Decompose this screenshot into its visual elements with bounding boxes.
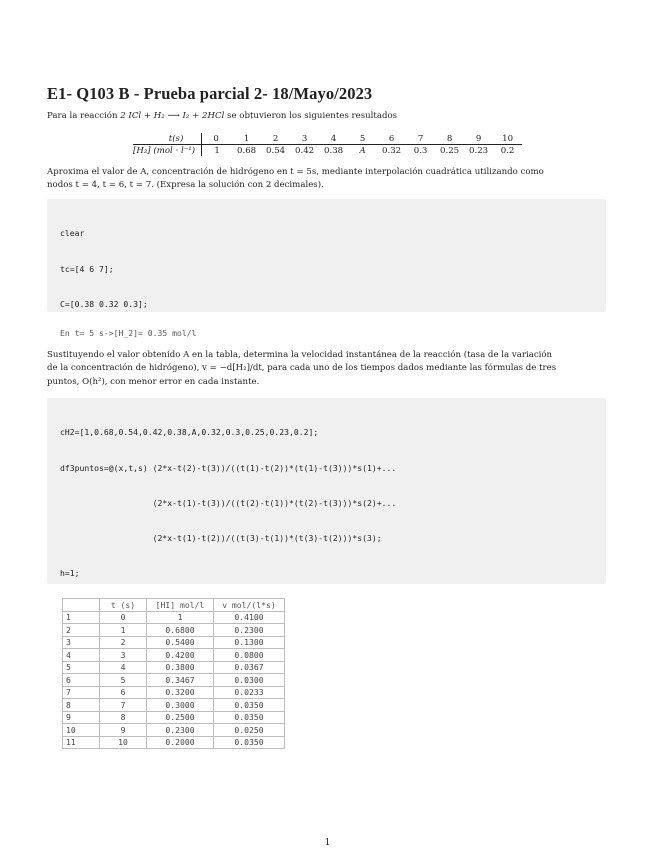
row-index-cell: 6: [63, 674, 100, 687]
table-row: [63, 624, 285, 637]
page-title: E1- Q103 B - Prueba parcial 2- 18/Mayo/2023: [47, 84, 373, 103]
conc-time-cell: 2: [272, 133, 279, 144]
code-output: En t= 5 s->[H_2]= 0.35 mol/l: [60, 328, 197, 338]
row-index-cell: 3: [63, 636, 100, 649]
intro-before: Para la reacción: [47, 111, 121, 121]
results-cell: 0.1300: [214, 636, 285, 649]
results-cell: 0.0233: [214, 686, 285, 699]
question-1-line: nodos t = 4, t = 6, t = 7. (Expresa la solución con 2 decimales).: [47, 180, 324, 191]
results-cell: 0.0800: [214, 649, 285, 662]
conc-time-cell: 1: [243, 133, 250, 144]
conc-time-cell: 3: [301, 133, 308, 144]
conc-value-label: [H₂] (mol · l⁻¹): [133, 145, 202, 157]
row-index-cell: 8: [63, 699, 100, 712]
conc-value-cell: 0.25: [440, 145, 460, 156]
code-line: h=1;: [60, 567, 80, 578]
conc-value-cell: A: [359, 145, 366, 156]
conc-time-cell: 0: [213, 133, 219, 144]
conc-value-cell: 0.42: [295, 145, 315, 156]
question-2-line: puntos, O(h²), con menor error en cada instante.: [47, 376, 260, 387]
results-cell: 0.2500: [147, 711, 214, 724]
intro-after: se obtuvieron los siguientes resultados: [224, 111, 398, 121]
table-row: [63, 649, 285, 662]
table-row: [63, 674, 285, 687]
results-cell: 0.3000: [147, 699, 214, 712]
conc-value-cell: 1: [214, 145, 220, 156]
table-row: [63, 711, 285, 724]
results-header-cell: v mol/(l*s): [214, 599, 285, 612]
table-row: [63, 636, 285, 649]
code-line: C=[0.38 0.32 0.3];: [60, 298, 148, 309]
question-2: [47, 349, 614, 389]
conc-value-cell: 0.54: [266, 145, 286, 156]
conc-time-cell: 8: [446, 133, 453, 144]
conc-time-cell: 5: [359, 133, 366, 144]
concentration-table: [133, 133, 522, 156]
results-cell: 0.5400: [147, 636, 214, 649]
row-index-cell: 9: [63, 711, 100, 724]
conc-time-cell: 7: [417, 133, 424, 144]
conc-value-cell: 0.38: [324, 145, 344, 156]
conc-value-cell: 0.68: [237, 145, 257, 156]
conc-time-cell: 10: [502, 133, 514, 144]
results-cell: 0.0300: [214, 674, 285, 687]
code-line: clear: [60, 228, 85, 239]
code-line: tc=[4 6 7];: [60, 263, 114, 274]
results-cell: 0.0367: [214, 661, 285, 674]
results-header-cell: t (s): [100, 599, 147, 612]
table-row: [63, 724, 285, 737]
intro-text: [47, 110, 614, 123]
results-cell: 9: [100, 724, 147, 737]
results-cell: 1: [147, 611, 214, 624]
conc-value-cell: 0.3: [413, 145, 428, 156]
code-line: (2*x-t(1)-t(3))/((t(2)-t(1))*(t(2)-t(3)))*s(2)+...: [60, 497, 397, 508]
table-row: [63, 736, 285, 749]
results-cell: 7: [100, 699, 147, 712]
row-index-cell: 10: [63, 724, 100, 737]
results-cell: 0.4200: [147, 649, 214, 662]
results-cell: 0.4100: [214, 611, 285, 624]
conc-value-cell: 0.32: [382, 145, 402, 156]
results-cell: 6: [100, 686, 147, 699]
code-line: df3puntos=@(x,t,s) (2*x-t(2)-t(3))/((t(1)-t(2))*(t(1)-t(3)))*s(1)+...: [60, 462, 397, 473]
code-line: cH2=[1,0.68,0.54,0.42,0.38,A,0.32,0.3,0.25,0.23,0.2];: [60, 427, 319, 438]
results-cell: 0.0350: [214, 736, 285, 749]
results-cell: 2: [100, 636, 147, 649]
results-cell: 0.0350: [214, 699, 285, 712]
results-cell: 1: [100, 624, 147, 637]
results-header-cell: [63, 599, 100, 612]
conc-value-cell: 0.23: [469, 145, 489, 156]
row-index-cell: 11: [63, 736, 100, 749]
results-cell: 0.6800: [147, 624, 214, 637]
results-cell: 0.2000: [147, 736, 214, 749]
conc-time-cell: 9: [475, 133, 482, 144]
table-row: [63, 699, 285, 712]
code-line: (2*x-t(1)-t(2))/((t(3)-t(1))*(t(3)-t(2)))*s(3);: [60, 532, 382, 543]
results-cell: 0.0250: [214, 724, 285, 737]
code-block-interpolation: [47, 199, 606, 312]
results-table: [62, 598, 285, 749]
results-cell: 0.0350: [214, 711, 285, 724]
results-cell: 0.2300: [147, 724, 214, 737]
results-cell: 3: [100, 649, 147, 662]
results-cell: 10: [100, 736, 147, 749]
question-1: [47, 166, 614, 193]
row-index-cell: 1: [63, 611, 100, 624]
results-cell: 0: [100, 611, 147, 624]
results-cell: 0.3800: [147, 661, 214, 674]
table-row: [63, 661, 285, 674]
table-row: [63, 686, 285, 699]
row-index-cell: 7: [63, 686, 100, 699]
conc-time-label: t(s): [133, 133, 202, 145]
question-2-line: Sustituyendo el valor obtenido A en la tabla, determina la velocidad instantánea de la reacción (tasa de la variación: [47, 350, 553, 360]
question-1-line: Aproxima el valor de A, concentración de hidrógeno en t = 5s, mediante interpolación cuadrática utilizando como: [47, 167, 544, 177]
row-index-cell: 4: [63, 649, 100, 662]
results-cell: 0.3200: [147, 686, 214, 699]
page-number: 1: [324, 838, 331, 848]
question-2-line: de la concentración de hidrógeno), v = −d[H₂]/dt, para cada uno de los tiempos dados mediante las fórmulas de tres: [47, 363, 557, 374]
results-cell: 4: [100, 661, 147, 674]
results-cell: 5: [100, 674, 147, 687]
conc-time-cell: 4: [330, 133, 337, 144]
conc-time-cell: 6: [388, 133, 395, 144]
results-cell: 0.3467: [147, 674, 214, 687]
row-index-cell: 2: [63, 624, 100, 637]
code-block-derivative: [47, 398, 606, 584]
results-header-cell: [HI] mol/l: [147, 599, 214, 612]
conc-value-cell: 0.2: [500, 145, 515, 156]
results-cell: 0.2300: [214, 624, 285, 637]
table-row: [63, 611, 285, 624]
results-cell: 8: [100, 711, 147, 724]
row-index-cell: 5: [63, 661, 100, 674]
reaction-equation: 2 ICl + H₂ ⟶ I₂ + 2HCl: [120, 111, 225, 121]
